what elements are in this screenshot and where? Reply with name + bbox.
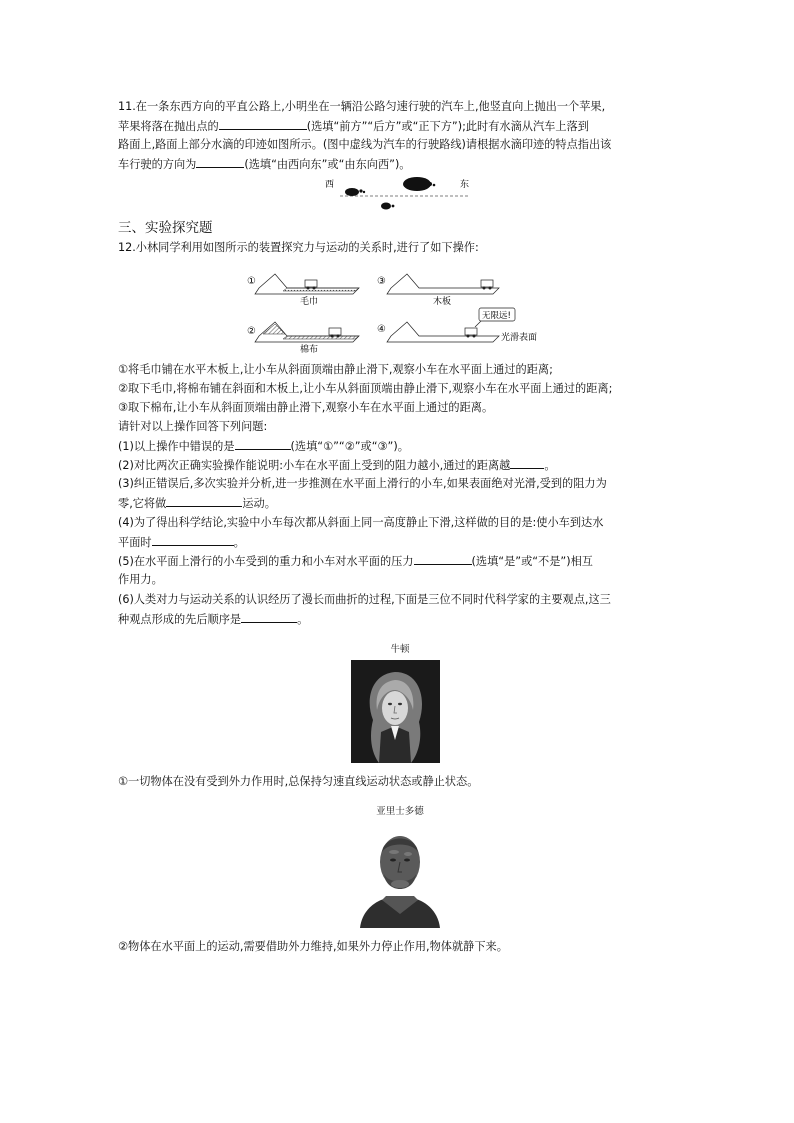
smooth-label: 光滑表面 (501, 333, 538, 343)
q12-sub5-line2: 作用力。 (118, 573, 163, 586)
q12-step3: ③取下棉布,让小车从斜面顶端由静止滑下,观察小车在水平面上通过的距离。 (118, 401, 494, 414)
q12-sub3-line1: (3)纠正错误后,多次实验并分析,进一步推测在水平面上滑行的小车,如果表面绝对光滑,受到的阻力为 (118, 477, 607, 490)
q12-sub4-line1: (4)为了得出科学结论,实验中小车每次都从斜面上同一高度静止下滑,这样做的目的是:使小车到达水 (118, 516, 604, 529)
q11-line3: 路面上,路面上部分水滴的印迹如图所示。(图中虚线为汽车的行驶路线)请根据水滴印迹的特点指出该 (118, 138, 612, 151)
q12-sub1: (1)以上操作中错误的是 (选填“①”“②”或“③”)。 (118, 437, 678, 456)
setup-4-number: ④ (377, 324, 386, 335)
water-drop-figure (320, 172, 480, 214)
q11-blank-1[interactable] (219, 117, 307, 130)
q12-ask: 请针对以上操作回答下列问题: (118, 420, 268, 433)
setup-wood (377, 274, 499, 307)
towel-label: 毛巾 (300, 297, 319, 307)
q12-intro: 12.小林同学利用如图所示的装置探究力与运动的关系时,进行了如下操作: (118, 241, 479, 254)
aristotle-view: ②物体在水平面上的运动,需要借助外力维持,如果外力停止作用,物体就静下来。 (118, 940, 508, 953)
q12-sub6-line1: (6)人类对力与运动关系的认识经历了漫长而曲折的过程,下面是三位不同时代科学家的主要观点,这三 (118, 593, 611, 606)
q12-step1: ①将毛巾铺在水平木板上,让小车从斜面顶端由静止滑下,观察小车在水平面上通过的距离; (118, 363, 553, 376)
drop-marks (345, 177, 435, 210)
q12-sub6-line2: 种观点形成的先后顺序是 。 (118, 610, 678, 629)
section-title: 三、实验探究题 (118, 220, 213, 236)
infinite-label: 无限远! (482, 311, 511, 321)
aristotle-bust (356, 822, 444, 928)
setup-3-number: ③ (377, 276, 386, 287)
q12-blank-1[interactable] (235, 437, 291, 450)
east-label: 东 (460, 180, 470, 190)
cotton-label: 棉布 (300, 345, 319, 354)
setup-cotton (247, 322, 359, 354)
q12-sub5-line1: (5)在水平面上滑行的小车受到的重力和小车对水平面的压力 (选填“是”或“不是”)相互 (118, 552, 678, 571)
aristotle-label: 亚里士多德 (376, 806, 424, 817)
setup-smooth (377, 308, 537, 343)
q11-line1: 11.在一条东西方向的平直公路上,小明坐在一辆沿公路匀速行驶的汽车上,他竖直向上抛出一个苹果, (118, 100, 606, 113)
q12-sub3-line2: 零,它将做 运动。 (118, 494, 678, 513)
setup-2-number: ② (247, 326, 256, 337)
q12-step2: ②取下毛巾,将棉布铺在斜面和木板上,让小车从斜面顶端由静止滑下,观察小车在水平面上通过的距离; (118, 382, 613, 395)
q11-line2: 苹果将落在抛出点的 (选填“前方”“后方”或“正下方”);此时有水滴从汽车上落到 (118, 117, 678, 136)
newton-label: 牛顿 (390, 644, 410, 655)
wood-label: 木板 (433, 297, 452, 307)
newton-view: ①一切物体在没有受到外力作用时,总保持匀速直线运动状态或静止状态。 (118, 775, 479, 788)
q12-blank-4[interactable] (152, 533, 234, 546)
setup-1-number: ① (247, 276, 256, 287)
setup-towel (247, 274, 359, 307)
q12-blank-5[interactable] (414, 552, 472, 565)
west-label: 西 (325, 180, 335, 190)
q11-blank-2[interactable] (196, 155, 244, 168)
apparatus-figure (245, 268, 555, 354)
q12-blank-3[interactable] (166, 494, 242, 507)
q12-blank-2[interactable] (510, 456, 544, 469)
newton-portrait (351, 660, 440, 763)
q12-blank-6[interactable] (241, 610, 297, 623)
q12-sub2: (2)对比两次正确实验操作能说明:小车在水平面上受到的阻力越小,通过的距离越 。 (118, 456, 678, 475)
q11-line4: 车行驶的方向为 (选填“由西向东”或“由东向西”)。 (118, 155, 678, 174)
q12-sub4-line2: 平面时 。 (118, 533, 678, 552)
